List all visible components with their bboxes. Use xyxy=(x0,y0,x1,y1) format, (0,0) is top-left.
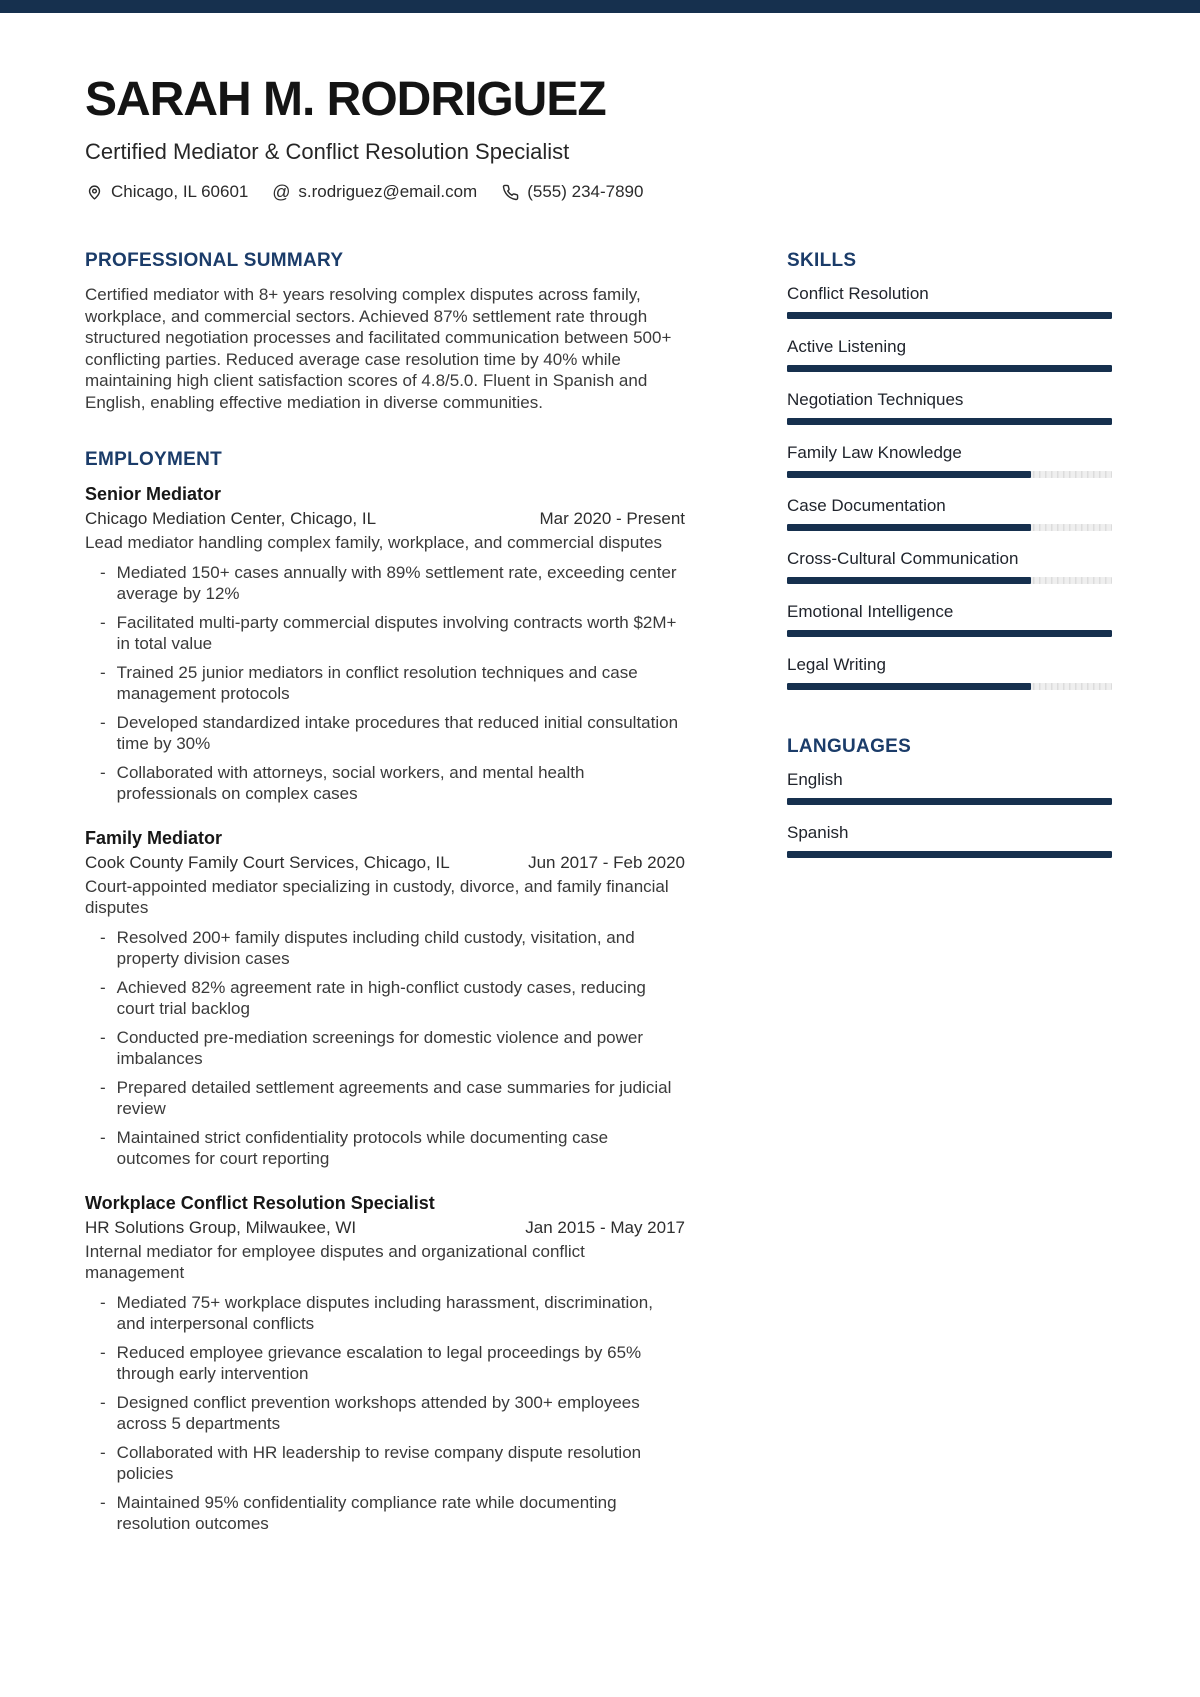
skill-bar-fill xyxy=(787,630,1112,637)
skills-heading: SKILLS xyxy=(787,250,857,271)
bullet-item xyxy=(85,1077,685,1120)
bullet-marker: - xyxy=(100,1292,106,1312)
skill-bar-fill xyxy=(787,577,1031,584)
language-bar-fill xyxy=(787,851,1112,858)
bullet-marker: - xyxy=(100,762,106,782)
job-company: Chicago Mediation Center, Chicago, IL xyxy=(85,509,377,528)
skill-bar xyxy=(787,630,1112,637)
bullet-text: Maintained strict confidentiality protocols while documenting case outcomes for court reporting xyxy=(116,1127,609,1168)
skill-bar xyxy=(787,418,1112,425)
bullet-marker: - xyxy=(100,562,106,582)
skill-item xyxy=(787,549,1112,584)
skill-label: Case Documentation xyxy=(787,496,946,515)
skill-item xyxy=(787,390,1112,425)
bullet-marker: - xyxy=(100,927,106,947)
skill-label: Active Listening xyxy=(787,337,907,356)
bullet-text: Achieved 82% agreement rate in high-conflict custody cases, reducing court trial backlog xyxy=(116,977,646,1018)
bullet-item xyxy=(85,1292,685,1335)
skill-label: Cross-Cultural Communication xyxy=(787,549,1019,568)
job-dates: Jan 2015 - May 2017 xyxy=(525,1217,685,1237)
bullet-text: Collaborated with HR leadership to revise company dispute resolution policies xyxy=(116,1442,642,1483)
bullet-item xyxy=(85,1492,685,1535)
contact-phone-text: (555) 234-7890 xyxy=(527,182,644,201)
job-company-row xyxy=(85,507,685,530)
location-pin-icon xyxy=(85,183,103,201)
contact-phone xyxy=(501,182,643,202)
bullet-marker: - xyxy=(100,977,106,997)
bullet-text: Mediated 75+ workplace disputes including harassment, discrimination, and interpersonal conflicts xyxy=(116,1292,653,1333)
job-description: Lead mediator handling complex family, workplace, and commercial disputes xyxy=(85,533,663,552)
bullet-text: Resolved 200+ family disputes including child custody, visitation, and property division cases xyxy=(116,927,635,968)
bullet-item xyxy=(85,1342,685,1385)
skill-item xyxy=(787,496,1112,531)
skill-label: Family Law Knowledge xyxy=(787,443,962,462)
skill-bar-fill xyxy=(787,471,1031,478)
bullet-item xyxy=(85,927,685,970)
bullet-item xyxy=(85,762,685,805)
bullet-item xyxy=(85,712,685,755)
bullet-marker: - xyxy=(100,1077,106,1097)
bullet-item xyxy=(85,1027,685,1070)
skills-section xyxy=(787,250,1112,690)
skill-item xyxy=(787,284,1112,319)
email-at-icon: @ xyxy=(272,182,291,202)
job-title: Workplace Conflict Resolution Specialist xyxy=(85,1192,435,1213)
language-bar xyxy=(787,851,1112,858)
skill-bar-fill xyxy=(787,683,1031,690)
job-bullets xyxy=(85,1292,685,1535)
bullet-text: Designed conflict prevention workshops attended by 300+ employees across 5 departments xyxy=(116,1392,640,1433)
bullet-item xyxy=(85,1392,685,1435)
bullet-marker: - xyxy=(100,1442,106,1462)
bullet-marker: - xyxy=(100,1027,106,1047)
job-title: Family Mediator xyxy=(85,827,223,848)
skill-bar xyxy=(787,524,1112,531)
language-item xyxy=(787,823,1112,858)
bullet-text: Trained 25 junior mediators in conflict resolution techniques and case management protocols xyxy=(116,662,638,703)
bullet-marker: - xyxy=(100,1392,106,1412)
bullet-text: Collaborated with attorneys, social workers, and mental health professionals on complex cases xyxy=(116,762,585,803)
contact-row xyxy=(85,182,1115,202)
skill-bar-fill xyxy=(787,524,1031,531)
skill-bar-fill xyxy=(787,365,1112,372)
languages-heading: LANGUAGES xyxy=(787,736,912,757)
phone-icon xyxy=(501,183,519,201)
bullet-item xyxy=(85,977,685,1020)
job-title: Senior Mediator xyxy=(85,484,222,504)
bullet-item xyxy=(85,612,685,655)
job-description: Court-appointed mediator specializing in custody, divorce, and family financial disputes xyxy=(85,876,669,917)
person-title: Certified Mediator & Conflict Resolution Specialist xyxy=(85,139,570,164)
bullet-marker: - xyxy=(100,1342,106,1362)
bullet-text: Maintained 95% confidentiality compliance rate while documenting resolution outcomes xyxy=(116,1492,617,1533)
bullet-marker: - xyxy=(100,712,106,732)
skill-bar xyxy=(787,471,1112,478)
job-dates: Mar 2020 - Present xyxy=(539,509,685,528)
skill-item xyxy=(787,443,1112,478)
skill-bar xyxy=(787,683,1112,690)
language-label: English xyxy=(787,770,843,789)
bullet-marker: - xyxy=(100,662,106,682)
job-company: HR Solutions Group, Milwaukee, WI xyxy=(85,1217,357,1237)
skill-item xyxy=(787,602,1112,637)
employment-heading: EMPLOYMENT xyxy=(85,449,223,470)
skill-label: Negotiation Techniques xyxy=(787,390,964,409)
job-company-row xyxy=(85,1216,685,1239)
sidebar-column xyxy=(787,250,1112,876)
bullet-marker: - xyxy=(100,1492,106,1512)
skill-bar xyxy=(787,577,1112,584)
job-dates: Jun 2017 - Feb 2020 xyxy=(528,852,685,872)
languages-section xyxy=(787,736,1112,858)
bullet-marker: - xyxy=(100,1127,106,1147)
bullet-text: Facilitated multi-party commercial disputes involving contracts worth $2M+ in total value xyxy=(116,612,677,653)
skill-bar-fill xyxy=(787,418,1112,425)
summary-text: Certified mediator with 8+ years resolving complex disputes across family, workplace, and commercial sectors. Achieved 87% settlement rate through structured negotiation processes and facilitated communication between 500+ conflicting parties. Reduced average case resolution time by 40% while maintaining high client satisfaction scores of 4.8/5.0. Fluent in Spanish and English, enabling effective mediation in diverse communities. xyxy=(85,285,672,412)
bullet-text: Mediated 150+ cases annually with 89% settlement rate, exceeding center average by 12% xyxy=(116,562,677,603)
person-name: SARAH M. RODRIGUEZ xyxy=(85,73,606,126)
contact-email xyxy=(272,182,477,202)
bullet-item xyxy=(85,1127,685,1170)
skill-bar xyxy=(787,365,1112,372)
job-description: Internal mediator for employee disputes and organizational conflict management xyxy=(85,1241,585,1282)
contact-email-text: s.rodriguez@email.com xyxy=(298,182,478,201)
resume-header xyxy=(85,74,1115,202)
skill-bar-fill xyxy=(787,312,1112,319)
bullet-item xyxy=(85,562,685,605)
contact-location-text: Chicago, IL 60601 xyxy=(111,182,249,201)
bullet-item xyxy=(85,662,685,705)
job-entry xyxy=(85,1192,685,1535)
job-entry xyxy=(85,483,685,805)
language-bar-fill xyxy=(787,798,1112,805)
contact-location xyxy=(85,182,248,202)
job-company-row xyxy=(85,851,685,874)
language-label: Spanish xyxy=(787,823,849,842)
skill-item xyxy=(787,655,1112,690)
job-company: Cook County Family Court Services, Chicago, IL xyxy=(85,852,450,872)
bullet-text: Conducted pre-mediation screenings for domestic violence and power imbalances xyxy=(116,1027,644,1068)
job-entry xyxy=(85,827,685,1170)
skill-label: Legal Writing xyxy=(787,655,886,674)
main-column xyxy=(85,250,685,1542)
bullet-item xyxy=(85,1442,685,1485)
employment-section xyxy=(85,449,685,1535)
job-bullets xyxy=(85,927,685,1170)
bullet-text: Developed standardized intake procedures that reduced initial consultation time by 30% xyxy=(116,712,679,753)
skill-label: Emotional Intelligence xyxy=(787,602,954,621)
skill-bar xyxy=(787,312,1112,319)
bullet-marker: - xyxy=(100,612,106,632)
bullet-text: Prepared detailed settlement agreements and case summaries for judicial review xyxy=(116,1077,672,1118)
language-item xyxy=(787,770,1112,805)
summary-section xyxy=(85,250,685,413)
job-bullets xyxy=(85,562,685,805)
skill-label: Conflict Resolution xyxy=(787,284,929,303)
top-accent-bar xyxy=(0,0,1200,13)
language-bar xyxy=(787,798,1112,805)
summary-heading: PROFESSIONAL SUMMARY xyxy=(85,250,344,271)
bullet-text: Reduced employee grievance escalation to legal proceedings by 65% through early intervention xyxy=(116,1342,642,1383)
skill-item xyxy=(787,337,1112,372)
